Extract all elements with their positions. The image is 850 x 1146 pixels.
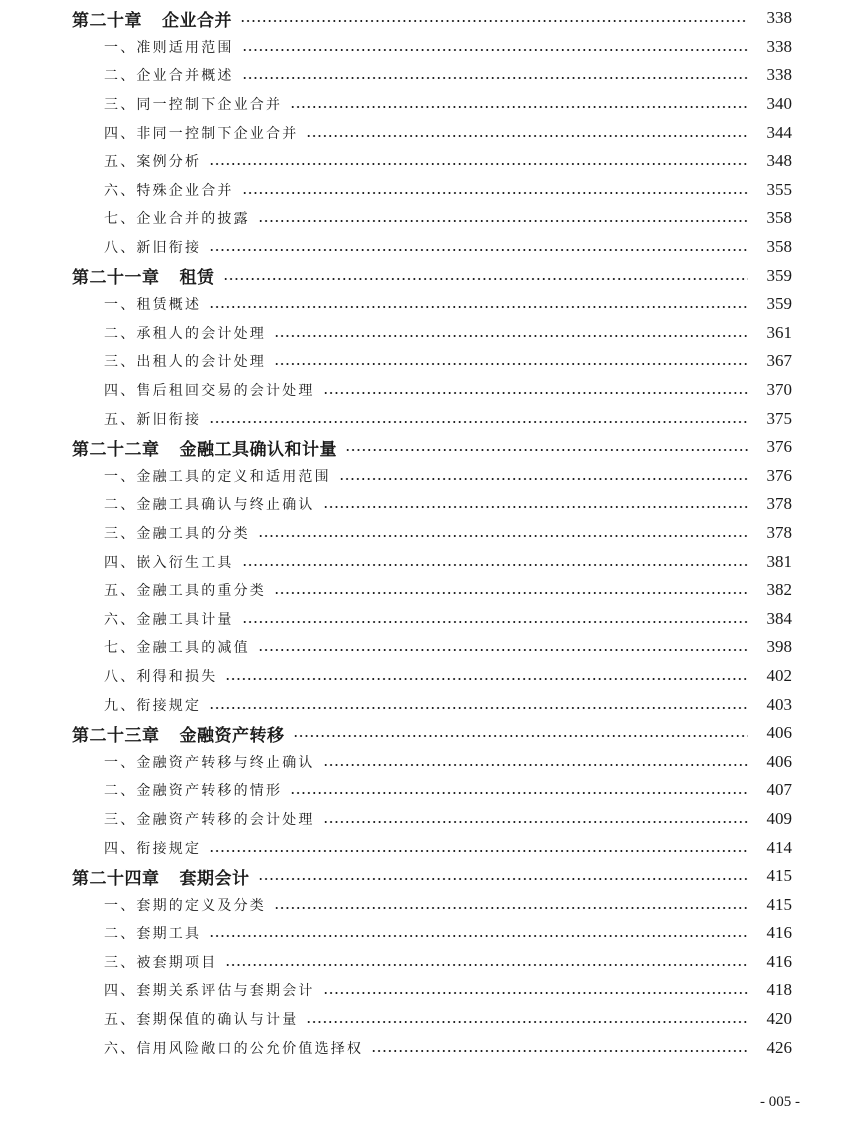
dot-leader <box>323 506 748 508</box>
toc-section-title: 七、金融工具的减值 <box>104 640 250 657</box>
dot-leader <box>242 621 748 623</box>
dot-leader <box>240 20 748 22</box>
toc-section-row[interactable] <box>0 347 850 376</box>
dot-leader <box>209 421 748 423</box>
toc-section-row[interactable] <box>0 118 850 147</box>
dot-leader <box>306 135 748 137</box>
toc-chapter-number: 第二十四章 <box>72 868 160 889</box>
dot-leader <box>274 363 748 365</box>
dot-leader <box>258 535 748 537</box>
dot-leader <box>290 106 748 108</box>
toc-page-number: 376 <box>766 465 792 485</box>
toc-section-title: 五、套期保值的确认与计量 <box>104 1012 299 1029</box>
toc-chapter-number: 第二十一章 <box>72 268 160 289</box>
toc-page-number: 378 <box>766 522 792 542</box>
toc-page-number: 375 <box>766 408 792 428</box>
dot-leader <box>274 335 748 337</box>
toc-section-row[interactable] <box>0 147 850 176</box>
toc-chapter-row[interactable] <box>0 862 850 891</box>
dot-leader <box>258 220 748 222</box>
toc-section-title: 四、售后租回交易的会计处理 <box>104 383 315 400</box>
dot-leader <box>242 192 748 194</box>
toc-page-number: 348 <box>766 151 792 171</box>
toc-page-number: 407 <box>766 780 792 800</box>
toc-section-row[interactable] <box>0 604 850 633</box>
toc-chapter-title <box>72 721 285 746</box>
toc-page-number: 384 <box>766 608 792 628</box>
toc-page-number: 418 <box>766 980 792 1000</box>
dot-leader <box>323 392 748 394</box>
toc-section-title: 九、衔接规定 <box>104 697 202 714</box>
dot-leader <box>225 964 748 966</box>
toc-section-row[interactable] <box>0 1005 850 1034</box>
toc-chapter-title <box>72 263 215 288</box>
toc-section-title: 六、特殊企业合并 <box>104 182 234 199</box>
toc-section-title: 八、利得和损失 <box>104 668 218 685</box>
toc-page-number: 381 <box>766 551 792 571</box>
toc-section-title: 五、案例分析 <box>104 154 202 171</box>
toc-section-row[interactable] <box>0 747 850 776</box>
toc-page-number: 398 <box>766 637 792 657</box>
toc-section-title: 四、嵌入衍生工具 <box>104 554 234 571</box>
toc-page-number: 358 <box>766 237 792 257</box>
dot-leader <box>209 935 748 937</box>
toc-page-number: 382 <box>766 580 792 600</box>
dot-leader <box>209 163 748 165</box>
dot-leader <box>323 992 748 994</box>
toc-section-title: 一、金融资产转移与终止确认 <box>104 754 315 771</box>
toc-chapter-number: 第二十章 <box>72 10 142 31</box>
toc-section-title: 三、同一控制下企业合并 <box>104 97 283 114</box>
toc-chapter-name: 金融工具确认和计量 <box>179 439 337 460</box>
toc-section-row[interactable] <box>0 690 850 719</box>
toc-chapter-row[interactable] <box>0 261 850 290</box>
dot-leader <box>225 678 748 680</box>
page-number-footer: - 005 - <box>760 1094 800 1110</box>
dot-leader <box>274 907 748 909</box>
dot-leader <box>258 649 748 651</box>
toc-page-number: 358 <box>766 208 792 228</box>
toc-section-row[interactable] <box>0 633 850 662</box>
toc-section-row[interactable] <box>0 376 850 405</box>
toc-page-number: 338 <box>766 65 792 85</box>
dot-leader <box>242 49 748 51</box>
toc-page-number: 416 <box>766 923 792 943</box>
dot-leader <box>274 592 748 594</box>
toc-section-row[interactable] <box>0 90 850 119</box>
toc-section-row[interactable] <box>0 490 850 519</box>
toc-section-row[interactable] <box>0 204 850 233</box>
toc-section-row[interactable] <box>0 1033 850 1062</box>
toc-chapter-title <box>72 6 232 31</box>
toc-section-title: 二、企业合并概述 <box>104 68 234 85</box>
toc-section-row[interactable] <box>0 519 850 548</box>
toc-section-title: 七、企业合并的披露 <box>104 211 250 228</box>
dot-leader <box>339 478 748 480</box>
dot-leader <box>371 1050 748 1052</box>
toc-section-row[interactable] <box>0 976 850 1005</box>
toc-page-number: 376 <box>766 437 792 457</box>
toc-section-title: 六、金融工具计量 <box>104 611 234 628</box>
toc-page-number: 402 <box>766 665 792 685</box>
toc-page-number: 355 <box>766 179 792 199</box>
toc-section-title: 四、套期关系评估与套期会计 <box>104 983 315 1000</box>
toc-chapter-name: 套期会计 <box>179 868 250 889</box>
toc-page-number: 338 <box>766 36 792 56</box>
toc-section-row[interactable] <box>0 948 850 977</box>
toc-section-row[interactable] <box>0 319 850 348</box>
toc-section-title: 一、租赁概述 <box>104 297 202 314</box>
toc-section-title: 三、出租人的会计处理 <box>104 354 266 371</box>
toc-page-number: 409 <box>766 808 792 828</box>
dot-leader <box>345 449 748 451</box>
toc-section-row[interactable] <box>0 290 850 319</box>
toc-section-row[interactable] <box>0 890 850 919</box>
toc-page-number: 344 <box>766 122 792 142</box>
toc-chapter-name: 企业合并 <box>162 10 232 31</box>
dot-leader <box>242 564 748 566</box>
toc-section-row[interactable] <box>0 404 850 433</box>
toc-section-title: 五、新旧衔接 <box>104 411 202 428</box>
toc-section-title: 四、非同一控制下企业合并 <box>104 125 299 142</box>
toc-section-row[interactable] <box>0 233 850 262</box>
toc-page-number: 426 <box>766 1037 792 1057</box>
toc-section-row[interactable] <box>0 833 850 862</box>
toc-chapter-name: 租赁 <box>179 268 215 289</box>
toc-page-number: 340 <box>766 94 792 114</box>
toc-section-title: 二、金融工具确认与终止确认 <box>104 497 315 514</box>
toc-page-number: 414 <box>766 837 792 857</box>
dot-leader <box>209 306 748 308</box>
toc-section-title: 一、套期的定义及分类 <box>104 897 266 914</box>
toc-section-row[interactable] <box>0 776 850 805</box>
toc-chapter-title <box>72 435 337 460</box>
toc-section-title: 三、金融资产转移的会计处理 <box>104 811 315 828</box>
dot-leader <box>209 707 748 709</box>
toc-page-number: 378 <box>766 494 792 514</box>
dot-leader <box>209 850 748 852</box>
toc-page-number: 403 <box>766 694 792 714</box>
toc-section-row[interactable] <box>0 919 850 948</box>
toc-page-number: 338 <box>766 8 792 28</box>
toc-section-row[interactable] <box>0 33 850 62</box>
toc-chapter-title <box>72 864 250 889</box>
toc-section-row[interactable] <box>0 805 850 834</box>
dot-leader <box>242 77 748 79</box>
toc-section-row[interactable] <box>0 547 850 576</box>
dot-leader <box>223 278 749 280</box>
toc-page-number: 359 <box>766 265 792 285</box>
toc-chapter-row[interactable] <box>0 433 850 462</box>
toc-section-title: 四、衔接规定 <box>104 840 202 857</box>
toc-chapter-row[interactable] <box>0 4 850 33</box>
dot-leader <box>323 764 748 766</box>
toc-section-title: 六、信用风险敞口的公允价值选择权 <box>104 1040 364 1057</box>
toc-section-title: 八、新旧衔接 <box>104 240 202 257</box>
toc-page-number: 359 <box>766 294 792 314</box>
dot-leader <box>293 735 749 737</box>
toc-page-number: 420 <box>766 1009 792 1029</box>
dot-leader <box>209 249 748 251</box>
toc-chapter-number: 第二十二章 <box>72 439 160 460</box>
toc-section-title: 一、金融工具的定义和适用范围 <box>104 468 331 485</box>
dot-leader <box>323 821 748 823</box>
toc-section-title: 二、套期工具 <box>104 926 202 943</box>
toc-page-number: 406 <box>766 723 792 743</box>
toc-section-title: 三、金融工具的分类 <box>104 525 250 542</box>
toc-page-number: 415 <box>766 894 792 914</box>
toc-section-row[interactable] <box>0 176 850 205</box>
toc-chapter-name: 金融资产转移 <box>179 725 285 746</box>
toc-page-number: 415 <box>766 866 792 886</box>
toc-section-row[interactable] <box>0 61 850 90</box>
toc-page-number: 406 <box>766 751 792 771</box>
toc-page-number: 416 <box>766 951 792 971</box>
toc-section-row[interactable] <box>0 576 850 605</box>
table-of-contents <box>0 4 850 1062</box>
dot-leader <box>258 878 749 880</box>
toc-section-title: 三、被套期项目 <box>104 954 218 971</box>
dot-leader <box>290 792 748 794</box>
toc-section-row[interactable] <box>0 662 850 691</box>
toc-section-title: 五、金融工具的重分类 <box>104 583 266 600</box>
toc-page-number: 367 <box>766 351 792 371</box>
toc-page-number: 361 <box>766 322 792 342</box>
toc-section-row[interactable] <box>0 462 850 491</box>
dot-leader <box>306 1021 748 1023</box>
toc-chapter-number: 第二十三章 <box>72 725 160 746</box>
toc-section-title: 一、准则适用范围 <box>104 39 234 56</box>
toc-chapter-row[interactable] <box>0 719 850 748</box>
toc-section-title: 二、承租人的会计处理 <box>104 325 266 342</box>
toc-page-number: 370 <box>766 380 792 400</box>
toc-section-title: 二、金融资产转移的情形 <box>104 783 283 800</box>
